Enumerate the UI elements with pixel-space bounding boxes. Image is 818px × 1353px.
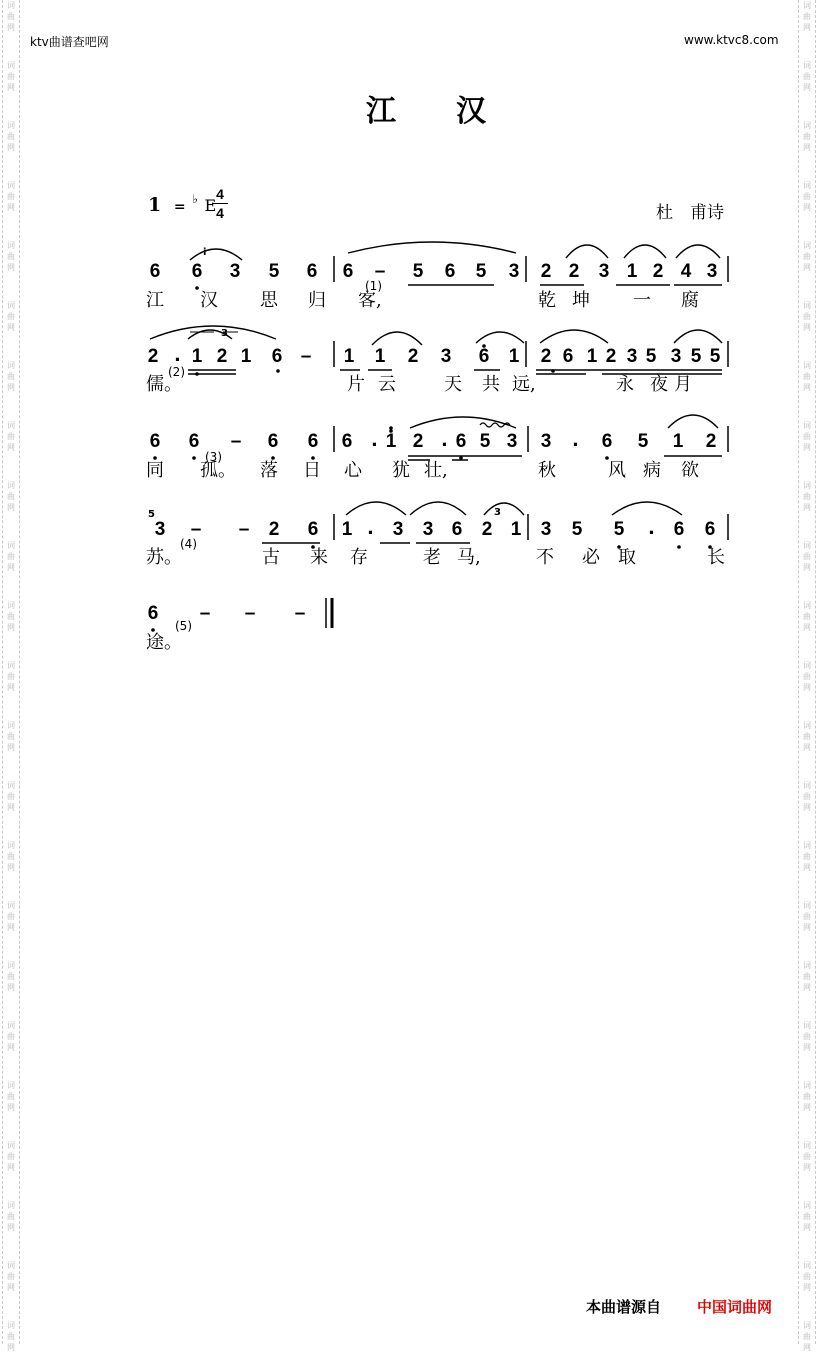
watermark-glyphs: 词 曲 网 <box>803 781 811 812</box>
note: 1 <box>672 431 684 452</box>
watermark-glyphs: 词 曲 网 <box>803 1021 811 1052</box>
watermark-glyphs: 词 曲 网 <box>803 721 811 752</box>
note: 1 <box>341 519 353 540</box>
lyric: 存 <box>350 547 368 568</box>
lyric: 风 <box>608 460 626 481</box>
watermark-glyphs: 词 曲 网 <box>803 61 811 92</box>
note: 5 <box>709 346 721 367</box>
lyric: 共 <box>482 374 500 395</box>
note: – <box>238 519 250 540</box>
watermark-glyphs: 词 曲 网 <box>803 1321 811 1352</box>
note: – <box>230 431 242 452</box>
lyric: 长 <box>707 547 725 568</box>
lyric: 老 <box>423 547 441 568</box>
watermark-glyphs: 词 曲 网 <box>7 601 15 632</box>
lyric: 江 <box>146 290 164 311</box>
note: 5 <box>645 346 657 367</box>
note: – <box>374 261 386 282</box>
grace-mark: 3 <box>221 328 228 339</box>
note: 3 <box>540 431 552 452</box>
note: 6 <box>307 519 319 540</box>
slur <box>668 415 718 428</box>
footnote-ref: (5) <box>175 619 192 633</box>
lyric: 腐 <box>681 290 699 311</box>
lyric: 不 <box>536 547 554 568</box>
note: 6 <box>307 431 319 452</box>
note: 1 <box>586 346 598 367</box>
slur <box>612 502 682 515</box>
footer-source-site[interactable]: 中国词曲网 <box>697 1298 773 1316</box>
grace-mark: 5 <box>148 509 155 520</box>
header-left-site[interactable]: ktv曲谱查吧网 <box>30 35 109 49</box>
octave-dot <box>389 426 393 430</box>
note: – <box>294 603 306 624</box>
note: 2 <box>705 431 717 452</box>
note: – <box>244 603 256 624</box>
watermark-glyphs: 词 曲 网 <box>7 1261 15 1292</box>
lyric: 思 <box>260 290 278 311</box>
lyric: 远, <box>512 374 536 395</box>
footnote-ref: (3) <box>205 450 222 464</box>
note: 2 <box>605 346 617 367</box>
note: 6 <box>271 346 283 367</box>
lyric: 病 <box>643 460 661 481</box>
grace-mark: i <box>203 247 207 258</box>
key-flat: ♭ <box>192 192 198 206</box>
watermark-glyphs: 词 曲 网 <box>803 901 811 932</box>
note: 6 <box>149 431 161 452</box>
meter-top: 4 <box>216 186 224 202</box>
note: 3 <box>422 519 434 540</box>
slur <box>348 242 516 253</box>
note: 5 <box>571 519 583 540</box>
lyric: 取 <box>618 547 636 568</box>
lyric: 落 <box>260 460 278 481</box>
watermark-glyphs: 词 曲 网 <box>7 181 15 212</box>
note: 2 <box>407 346 419 367</box>
watermark-glyphs: 词 曲 网 <box>803 1261 811 1292</box>
note: 3 <box>540 519 552 540</box>
note: 2 <box>268 519 280 540</box>
note: 2 <box>568 261 580 282</box>
watermark-glyphs: 词 曲 网 <box>7 721 15 752</box>
note: 6 <box>455 431 467 452</box>
footnote-ref: (2) <box>168 365 185 379</box>
lyric: 古 <box>262 547 280 568</box>
footnote-ref: (4) <box>180 537 197 551</box>
slur <box>540 330 608 343</box>
watermark-glyphs: 词 曲 网 <box>7 541 15 572</box>
lyric: 苏。 <box>146 547 182 568</box>
watermark-glyphs: 词 曲 网 <box>7 1081 15 1112</box>
slur <box>410 502 466 515</box>
watermark-glyphs: 词 曲 网 <box>7 901 15 932</box>
note: 3 <box>229 261 241 282</box>
note: 5 <box>637 431 649 452</box>
note: 6 <box>306 261 318 282</box>
lyric: 心 <box>344 460 362 481</box>
lyric: 汉 <box>200 290 218 311</box>
note-dot: · <box>174 347 182 372</box>
slur <box>190 249 242 260</box>
watermark-glyphs: 词 曲 网 <box>803 841 811 872</box>
note: – <box>199 603 211 624</box>
watermark-glyphs: 词 曲 网 <box>803 121 811 152</box>
note: 2 <box>412 431 424 452</box>
watermark-glyphs: 词 曲 网 <box>803 961 811 992</box>
footer-source-label: 本曲谱源自 <box>586 1298 662 1316</box>
note: 5 <box>613 519 625 540</box>
lyric: 必 <box>582 547 600 568</box>
lyric: 客, <box>358 290 382 311</box>
lyric: 同 <box>146 460 164 481</box>
note: 6 <box>451 519 463 540</box>
watermark-glyphs: 词 曲 网 <box>803 481 811 512</box>
note-dot: · <box>441 432 449 457</box>
watermark-glyphs: 词 曲 网 <box>7 1201 15 1232</box>
note: 2 <box>481 519 493 540</box>
note: 1 <box>385 431 397 452</box>
note: 3 <box>626 346 638 367</box>
note: 3 <box>598 261 610 282</box>
watermark-glyphs: 词 曲 网 <box>7 241 15 272</box>
note: 1 <box>374 346 386 367</box>
lyric: 途。 <box>146 632 182 653</box>
watermark-glyphs: 词 曲 网 <box>7 1 15 32</box>
note-dot: · <box>371 432 379 457</box>
note: 1 <box>510 519 522 540</box>
note: 1 <box>240 346 252 367</box>
note: – <box>300 346 312 367</box>
note: 3 <box>506 431 518 452</box>
note: 3 <box>670 346 682 367</box>
lyric: 片 <box>347 374 365 395</box>
note-dot: · <box>572 432 580 457</box>
watermark-glyphs: 词 曲 网 <box>803 1201 811 1232</box>
note: 2 <box>652 261 664 282</box>
note: 3 <box>706 261 718 282</box>
note: 3 <box>392 519 404 540</box>
note: 5 <box>412 261 424 282</box>
grace-mark: 3 <box>494 507 501 518</box>
lyric: 一 <box>633 290 651 311</box>
note: 6 <box>341 431 353 452</box>
slur <box>566 245 608 258</box>
watermark-glyphs: 词 曲 网 <box>7 301 15 332</box>
song-title: 江 汉 <box>366 94 486 129</box>
watermark-glyphs: 词 曲 网 <box>803 661 811 692</box>
lyric: 孤。 <box>200 460 236 481</box>
octave-dot <box>551 369 555 373</box>
lyric: 马, <box>457 547 481 568</box>
slur <box>476 332 524 343</box>
watermark-glyphs: 词 曲 网 <box>7 61 15 92</box>
watermark-glyphs: 词 曲 网 <box>803 241 811 272</box>
watermark-glyphs: 词 曲 网 <box>7 1021 15 1052</box>
note: 6 <box>444 261 456 282</box>
watermark-glyphs: 词 曲 网 <box>803 1141 811 1172</box>
watermark-glyphs: 词 曲 网 <box>7 481 15 512</box>
watermark-glyphs: 词 曲 网 <box>7 661 15 692</box>
watermark-glyphs: 词 曲 网 <box>7 421 15 452</box>
watermark-glyphs: 词 曲 网 <box>803 1 811 32</box>
footnote-ref: (1) <box>365 279 382 293</box>
slur <box>624 245 666 258</box>
note: 1 <box>191 346 203 367</box>
watermark-glyphs: 词 曲 网 <box>803 541 811 572</box>
note: 5 <box>479 431 491 452</box>
note: 1 <box>343 346 355 367</box>
watermark-glyphs: 词 曲 网 <box>803 361 811 392</box>
trill-mark <box>480 423 510 427</box>
key-one: 1 <box>148 194 162 216</box>
key-equals: = <box>173 199 186 215</box>
note: 1 <box>626 261 638 282</box>
note: 6 <box>342 261 354 282</box>
slur <box>346 502 406 515</box>
note: 2 <box>216 346 228 367</box>
note: 5 <box>268 261 280 282</box>
lyric: 月 <box>674 374 692 395</box>
note-dot: · <box>367 520 375 545</box>
note: 6 <box>601 431 613 452</box>
note: 2 <box>147 346 159 367</box>
meter-bottom: 4 <box>216 205 224 221</box>
slur <box>676 245 720 258</box>
watermark-glyphs: 词 曲 网 <box>7 961 15 992</box>
watermark-glyphs: 词 曲 网 <box>803 301 811 332</box>
note: 2 <box>540 346 552 367</box>
watermark-glyphs: 词 曲 网 <box>7 841 15 872</box>
slur <box>674 330 722 343</box>
watermark-glyphs: 词 曲 网 <box>803 601 811 632</box>
slur <box>372 332 422 345</box>
lyric: 欲 <box>681 460 699 481</box>
octave-dot <box>195 372 199 376</box>
author: 杜 甫诗 <box>656 203 724 223</box>
lyric: 儒。 <box>146 374 182 395</box>
lyric: 犹 <box>392 460 410 481</box>
lyric: 云 <box>378 374 396 395</box>
slur <box>484 503 524 515</box>
lyric: 永 <box>616 374 634 395</box>
octave-dot <box>276 369 280 373</box>
note: 6 <box>149 261 161 282</box>
watermark-glyphs: 词 曲 网 <box>7 361 15 392</box>
lyric: 乾 <box>538 290 556 311</box>
note-dot: · <box>648 520 656 545</box>
octave-dot <box>677 545 681 549</box>
octave-dot <box>459 456 463 460</box>
watermark-glyphs: 词 曲 网 <box>803 1081 811 1112</box>
lyric: 天 <box>444 374 462 395</box>
note: 6 <box>478 346 490 367</box>
note: 2 <box>540 261 552 282</box>
note: 5 <box>475 261 487 282</box>
note: 1 <box>508 346 520 367</box>
note: 3 <box>508 261 520 282</box>
watermark-glyphs: 词 曲 网 <box>7 1321 15 1352</box>
watermark-glyphs: 词 曲 网 <box>7 121 15 152</box>
note: 3 <box>154 519 166 540</box>
lyric: 坤 <box>572 290 590 311</box>
lyric: 夜 <box>650 374 668 395</box>
note: 6 <box>673 519 685 540</box>
lyric: 日 <box>303 460 321 481</box>
note: 6 <box>188 431 200 452</box>
note: 6 <box>267 431 279 452</box>
octave-dot <box>195 286 199 290</box>
watermark-glyphs: 词 曲 网 <box>7 1141 15 1172</box>
note: 6 <box>704 519 716 540</box>
note: – <box>190 519 202 540</box>
key-letter: E <box>204 196 217 215</box>
note: 6 <box>562 346 574 367</box>
octave-dot <box>192 456 196 460</box>
note: 5 <box>690 346 702 367</box>
lyric: 归 <box>308 290 326 311</box>
lyric: 壮, <box>424 460 448 481</box>
header-right-site[interactable]: www.ktvc8.com <box>684 33 779 47</box>
lyric: 秋 <box>538 460 556 481</box>
watermark-glyphs: 词 曲 网 <box>7 781 15 812</box>
lyric: 来 <box>310 547 328 568</box>
watermark-glyphs: 词 曲 网 <box>803 181 811 212</box>
note: 4 <box>680 261 692 282</box>
note: 6 <box>147 603 159 624</box>
note: 6 <box>191 261 203 282</box>
note: 3 <box>440 346 452 367</box>
watermark-glyphs: 词 曲 网 <box>803 421 811 452</box>
